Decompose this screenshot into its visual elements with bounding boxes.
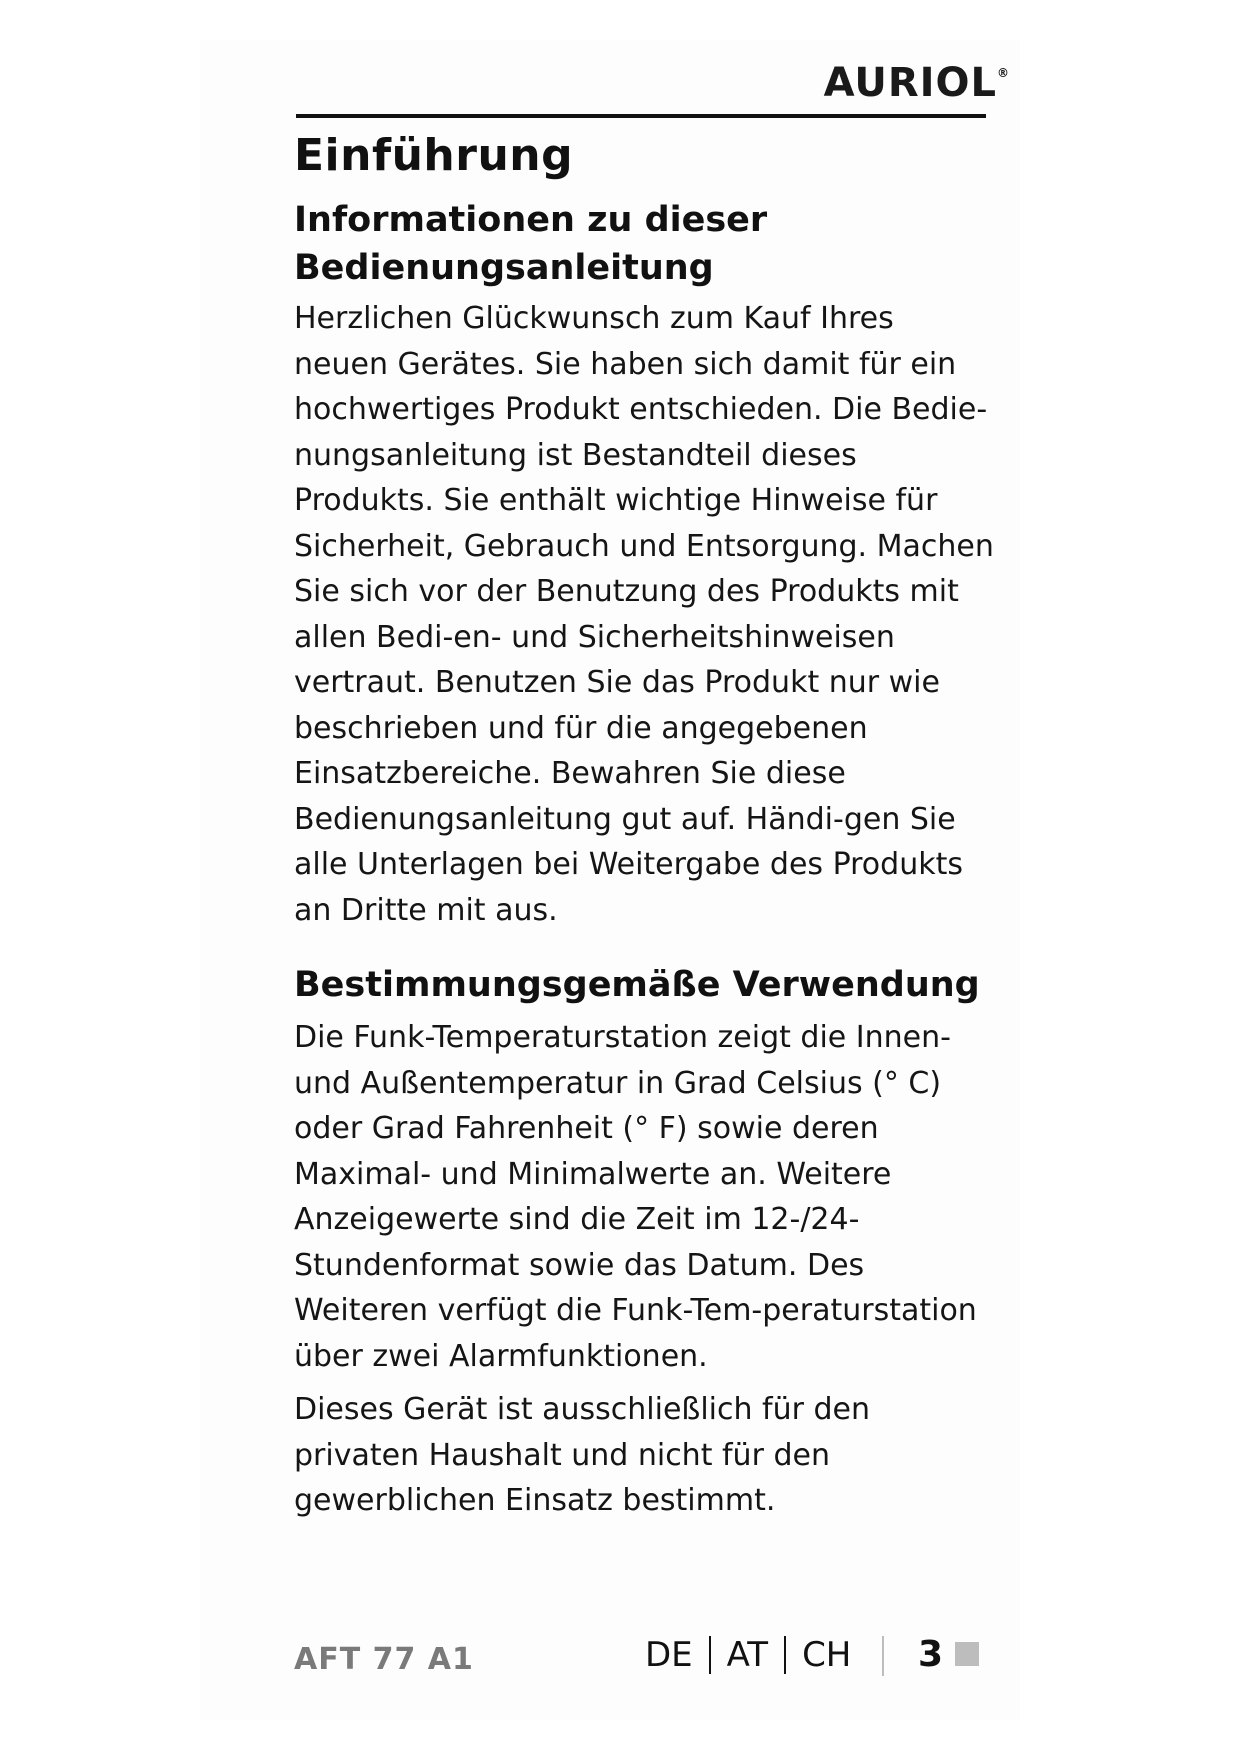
- page-title: Einführung: [294, 130, 574, 181]
- language-divider: [709, 1636, 711, 1674]
- page-content: [294, 124, 994, 1524]
- header-divider: [296, 114, 986, 118]
- brand-logo: [780, 60, 1010, 106]
- language-ch: CH: [802, 1635, 852, 1675]
- section-heading-intended-use: Bestimmungsgemäße Verwendung: [294, 965, 980, 1005]
- language-divider: [784, 1636, 786, 1674]
- language-list: [645, 1635, 851, 1675]
- brand-name: AURIOL: [823, 60, 997, 106]
- page-number: 3: [918, 1634, 944, 1675]
- model-number: AFT 77 A1: [294, 1642, 474, 1677]
- section-heading-line-2: Bedienungsanleitung: [294, 248, 714, 288]
- section-heading-line-1: Informationen zu dieser: [294, 200, 768, 240]
- language-at: AT: [726, 1635, 769, 1675]
- paragraph-private-use: Dieses Gerät ist ausschließlich für den privaten Haushalt und nicht für den gewerblichen Einsatz bestimmt.: [294, 1392, 870, 1518]
- language-de: DE: [645, 1635, 693, 1675]
- paragraph-manual-info: Herzlichen Glückwunsch zum Kauf Ihres neuen Gerätes. Sie haben sich damit für ein hochwertiges Produkt entschieden. Die Bedie-nungsanleitung ist Bestandteil dieses Produkts. Sie enthält wichtige Hinweise für Sicherheit, Gebrauch und Entsorgung. Machen Sie sich vor der Benutzung des Produkts mit allen Bedi-en- und Sicherheitshinweisen vertraut. Benutzen Sie das Produkt nur wie beschrieben und für die angegebenen Einsatzbereiche. Bewahren Sie diese Bedienungsanleitung gut auf. Händi-gen Sie alle Unterlagen bei Weitergabe des Produkts an Dritte mit aus.: [294, 301, 994, 928]
- paragraph-intended-use: Die Funk-Temperaturstation zeigt die Innen- und Außentemperatur in Grad Celsius (° C) oder Grad Fahrenheit (° F) sowie deren Maximal- und Minimalwerte an. Weitere Anzeigewerte sind die Zeit im 12-/24-Stundenformat sowie das Datum. Des Weiteren verfügt die Funk-Tem-peraturstation über zwei Alarmfunktionen.: [294, 1020, 977, 1374]
- registered-mark: ®: [997, 66, 1010, 80]
- page-marker-square-icon: [955, 1642, 979, 1666]
- page-number-divider: [882, 1636, 884, 1676]
- section-heading-manual-info: [294, 196, 994, 292]
